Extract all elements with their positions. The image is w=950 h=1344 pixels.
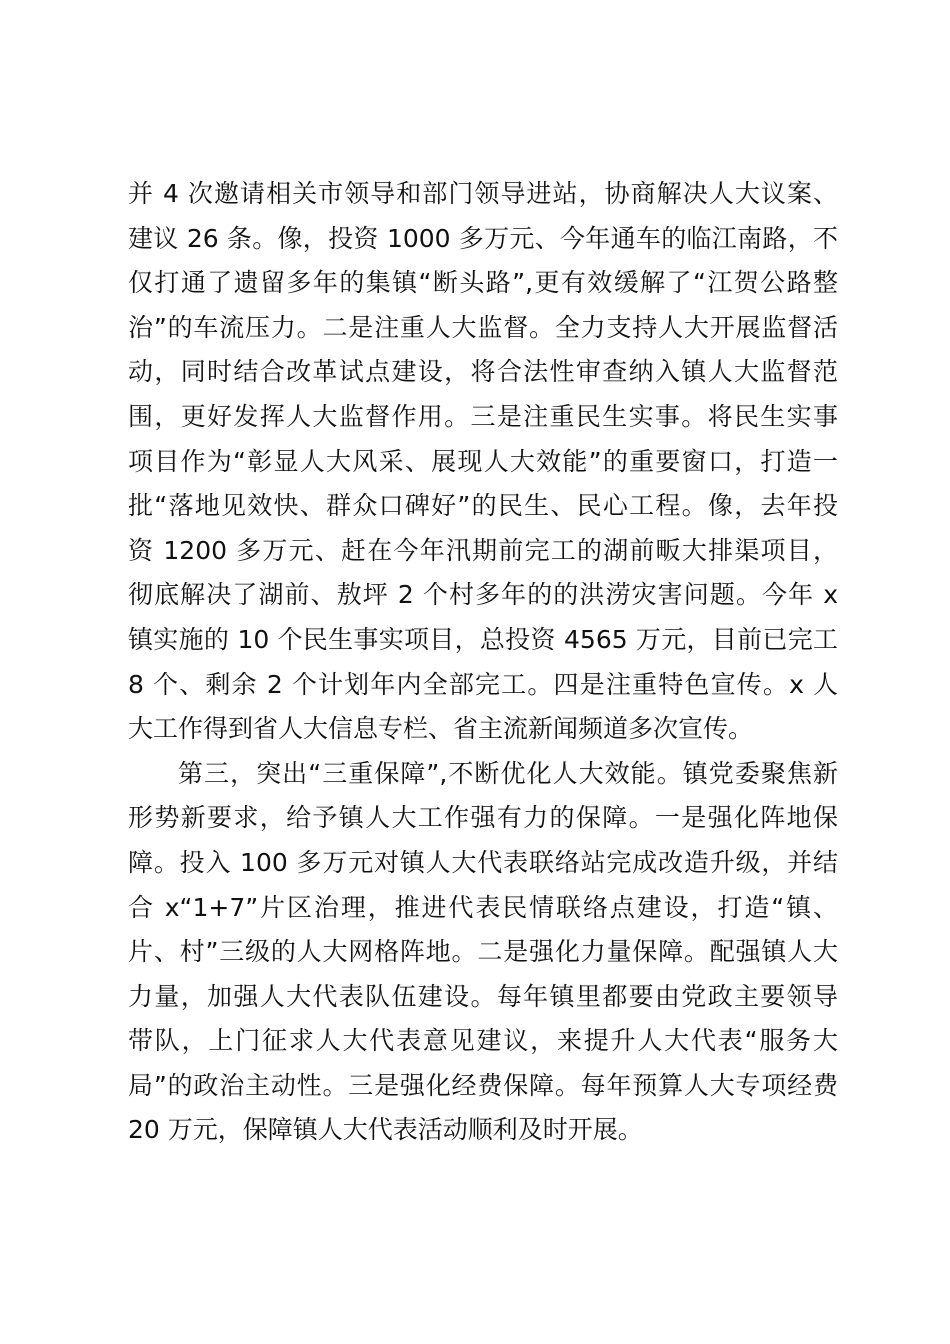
text-line: 资 1200 多万元、赶在今年汛期前完工的湖前畈大排渠项目， — [128, 535, 838, 565]
paragraph-continuation — [128, 172, 838, 752]
text-line: 力量，加强人大代表队伍建设。每年镇里都要由党政主要领导 — [128, 981, 838, 1011]
text-line: 建议 26 条。像，投资 1000 多万元、今年通车的临江南路，不 — [128, 223, 838, 253]
text-line: 项目作为“彰显人大风采、展现人大效能”的重要窗口，打造一 — [128, 446, 838, 476]
text-line: 障。投入 100 多万元对镇人大代表联络站完成改造升级，并结 — [128, 847, 838, 877]
paragraph-third-guarantee — [128, 752, 838, 1153]
text-line: 形势新要求，给予镇人大工作强有力的保障。一是强化阵地保 — [128, 803, 838, 833]
text-line: 批“落地见效快、群众口碑好”的民生、民心工程。像，去年投 — [128, 491, 838, 521]
text-line: 彻底解决了湖前、敖坪 2 个村多年的的洪涝灾害问题。今年 x — [128, 580, 838, 610]
text-line: 8 个、剩余 2 个计划年内全部完工。四是注重特色宣传。x 人 — [128, 669, 838, 699]
text-line: 片、村”三级的人大网格阵地。二是强化力量保障。配强镇人大 — [128, 937, 838, 967]
text-line: 并 4 次邀请相关市领导和部门领导进站，协商解决人大议案、 — [128, 179, 838, 208]
text-line: 仅打通了遗留多年的集镇“断头路”,更有效缓解了“江贺公路整 — [128, 268, 838, 298]
text-line: 治”的车流压力。二是注重人大监督。全力支持人大开展监督活 — [128, 312, 838, 342]
text-line: 局”的政治主动性。三是强化经费保障。每年预算人大专项经费 — [128, 1070, 838, 1100]
text-line: 动，同时结合改革试点建设，将合法性审查纳入镇人大监督范 — [128, 357, 838, 387]
text-line: 大工作得到省人大信息专栏、省主流新闻频道多次宣传。 — [128, 714, 754, 744]
text-line: 围，更好发挥人大监督作用。三是注重民生实事。将民生实事 — [128, 401, 838, 431]
text-line: 20 万元，保障镇人大代表活动顺利及时开展。 — [128, 1115, 643, 1145]
text-line: 第三，突出“三重保障”,不断优化人大效能。镇党委聚焦新 — [178, 758, 838, 788]
document-body — [128, 172, 838, 1153]
text-line: 带队，上门征求人大代表意见建议，来提升人大代表“服务大 — [128, 1026, 838, 1056]
text-line: 镇实施的 10 个民生事实项目，总投资 4565 万元，目前已完工 — [128, 624, 838, 654]
text-line: 合 x“1+7”片区治理，推进代表民情联络点建设，打造“镇、 — [128, 892, 838, 922]
